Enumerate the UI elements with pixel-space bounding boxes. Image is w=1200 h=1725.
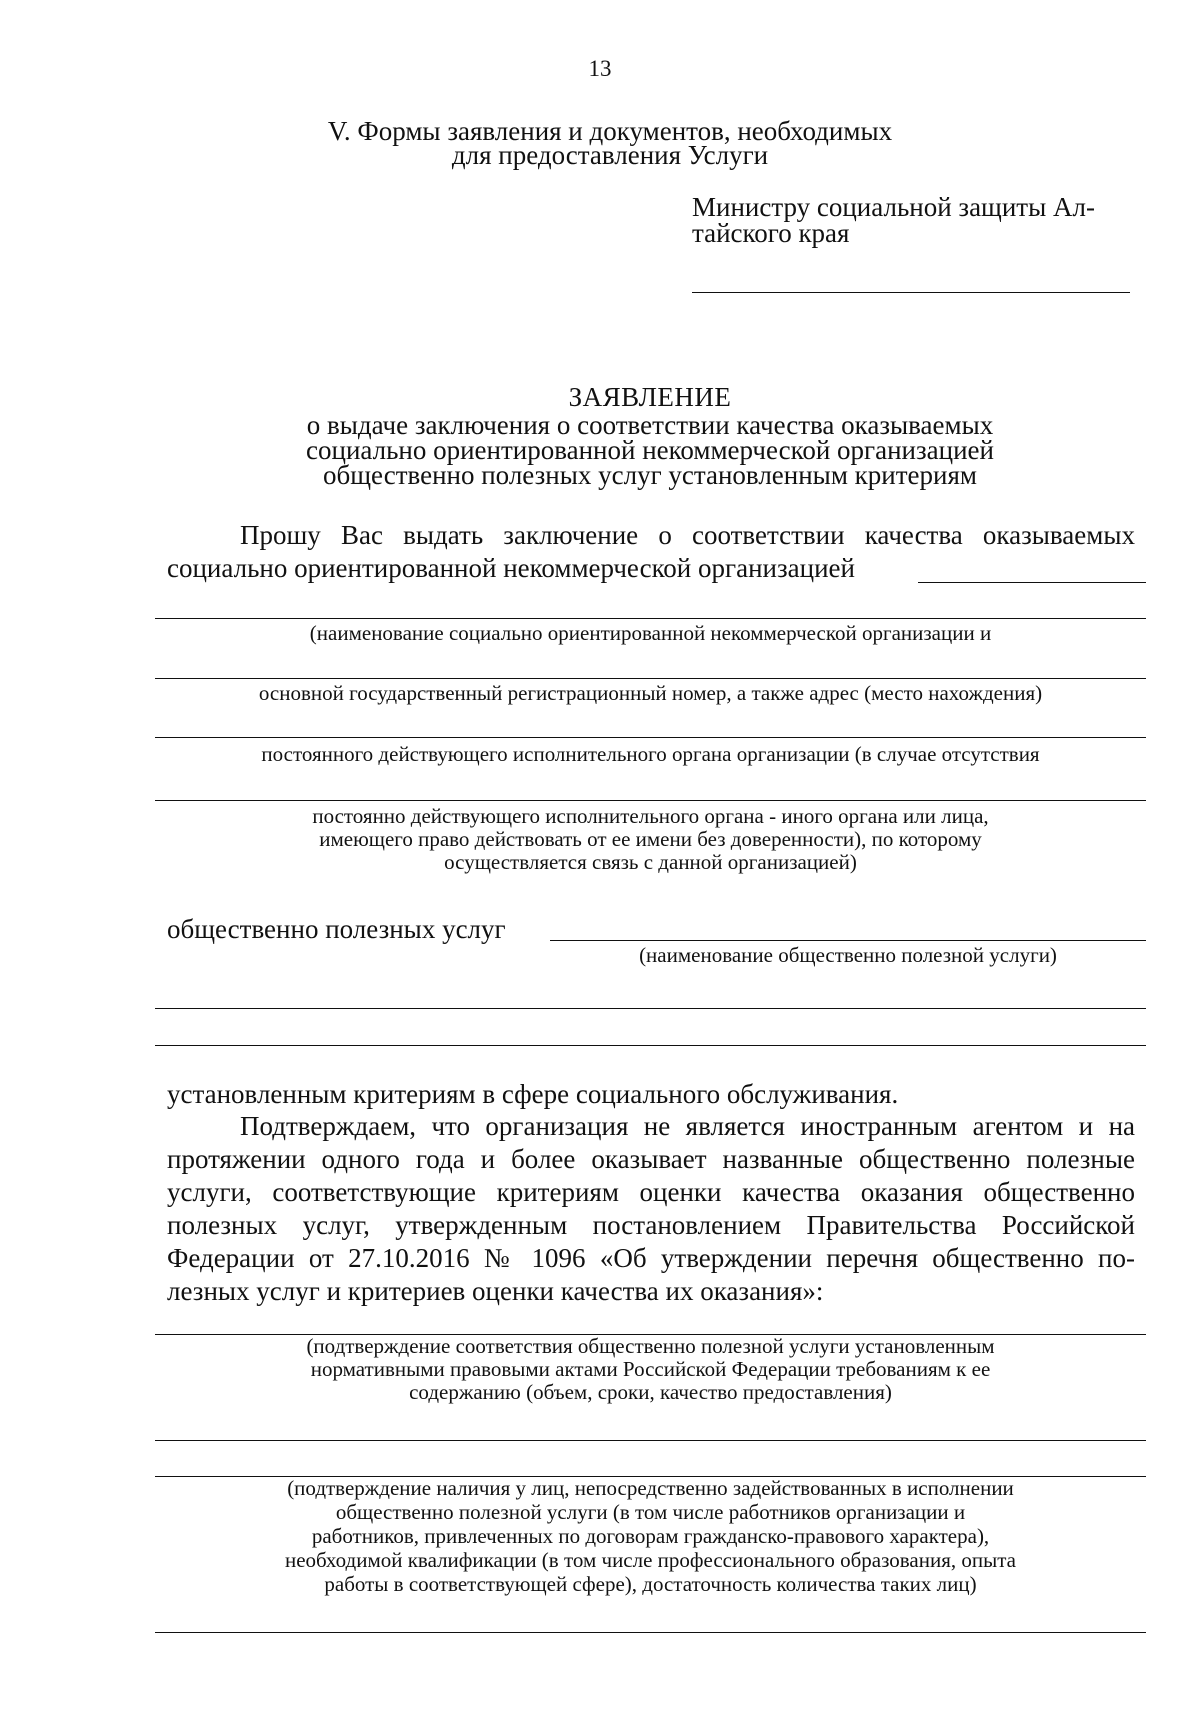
personnel-caption-5: работы в соответствующей сфере), достаточность количества таких лиц) [324, 1572, 977, 1596]
personnel-caption-4: необходимой квалификации (в том числе профессионального образования, опыта [284, 1548, 1016, 1572]
section-heading-line-1: V. Формы заявления и документов, необходимых [327, 116, 893, 146]
statement-title: ЗАЯВЛЕНИЕ [568, 382, 732, 412]
personnel-fill-line-2 [155, 1632, 1146, 1633]
services-caption: (наименование общественно полезной услуги) [639, 943, 1057, 967]
org-name-fill-line [918, 582, 1146, 583]
services-fill-line-2 [155, 1008, 1146, 1009]
request-line-2: социально ориентированной некоммерческой организацией [167, 553, 855, 583]
criteria-line: установленным критериям в сфере социального обслуживания. [167, 1079, 899, 1109]
confirm-line-3: услуги, соответствующие критериям оценки качества оказания общественно [167, 1177, 1135, 1207]
confirm-line-6: лезных услуг и критериев оценки качества их оказания»: [167, 1276, 824, 1306]
statement-subtitle-line-2: социально ориентированной некоммерческой организацией [306, 435, 994, 465]
statement-subtitle-line-1: о выдаче заключения о соответствии качества оказываемых [306, 410, 994, 440]
org-fill-line-3 [155, 737, 1146, 738]
confirm-line-4: полезных услуг, утвержденным постановлением Правительства Российской [167, 1210, 1135, 1240]
compliance-fill-line-2 [155, 1440, 1146, 1441]
personnel-caption-2: общественно полезной услуги (в том числе работников организации и [335, 1500, 966, 1524]
org-caption-5: имеющего право действовать от ее имени без доверенности), по которому [319, 827, 982, 851]
page-number: 13 [588, 56, 612, 81]
org-fill-line-4 [155, 800, 1146, 801]
personnel-caption-3: работников, привлеченных по договорам гражданско-правового характера), [311, 1524, 990, 1548]
services-fill-line [550, 940, 1146, 941]
compliance-caption-1: (подтверждение соответствия общественно полезной услуги установленным [306, 1334, 995, 1358]
confirm-line-2: протяжении одного года и более оказывает названные общественно полезные [167, 1144, 1135, 1174]
org-caption-1: (наименование социально ориентированной некоммерческой организации и [309, 621, 992, 645]
request-line-1: Прошу Вас выдать заключение о соответствии качества оказываемых [240, 520, 1135, 550]
addressee-signature-line [692, 292, 1130, 293]
personnel-caption-1: (подтверждение наличия у лиц, непосредственно задействованных в исполнении [287, 1476, 1014, 1500]
confirm-line-1: Подтверждаем, что организация не является иностранным агентом и на [240, 1111, 1135, 1141]
org-caption-6: осуществляется связь с данной организацией) [444, 850, 857, 874]
org-fill-line-1 [155, 618, 1146, 619]
confirm-line-5: Федерации от 27.10.2016 № 1096 «Об утверждении перечня общественно по- [167, 1243, 1135, 1273]
services-fill-line-3 [155, 1045, 1146, 1046]
addressee-line-2: тайского края [692, 218, 850, 248]
compliance-caption-3: содержанию (объем, сроки, качество предоставления) [409, 1380, 892, 1404]
services-label: общественно полезных услуг [167, 914, 506, 944]
org-caption-4: постоянно действующего исполнительного органа - иного органа или лица, [312, 804, 989, 828]
org-caption-3: постоянного действующего исполнительного органа организации (в случае отсутствия [261, 742, 1040, 766]
statement-subtitle-line-3: общественно полезных услуг установленным критериям [323, 460, 977, 490]
org-caption-2: основной государственный регистрационный номер, а также адрес (место нахождения) [258, 681, 1043, 705]
compliance-caption-2: нормативными правовыми актами Российской Федерации требованиям к ее [310, 1357, 991, 1381]
org-fill-line-2 [155, 678, 1146, 679]
section-heading-line-2: для предоставления Услуги [451, 140, 769, 170]
addressee-line-1: Министру социальной защиты Ал- [692, 192, 1095, 222]
